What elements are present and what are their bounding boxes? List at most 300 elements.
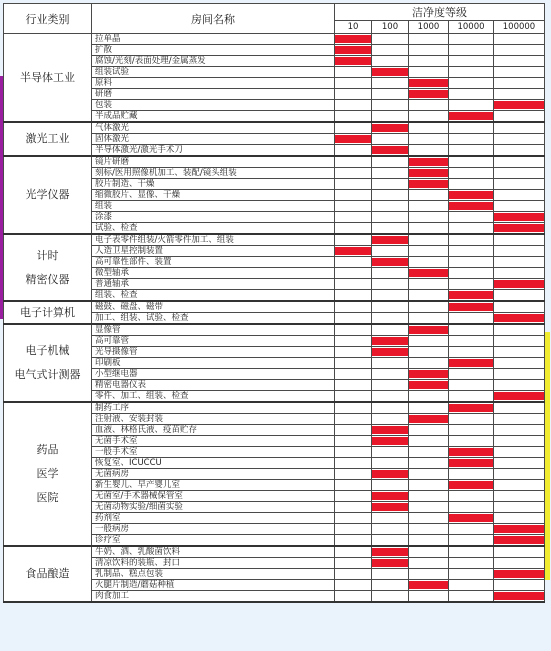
level-cell-100 [372, 67, 409, 78]
level-cell-100 [372, 56, 409, 67]
level-cell-10 [335, 111, 372, 123]
level-cell-100 [372, 580, 409, 591]
level-cell-10000 [449, 369, 494, 380]
level-cell-10000 [449, 301, 494, 313]
level-indicator-bar [494, 280, 544, 288]
room-name-cell: 高可靠性部件、装置 [92, 257, 335, 268]
level-cell-100000 [494, 569, 545, 580]
room-name-cell: 小型继电器 [92, 369, 335, 380]
room-name-cell: 半导体激光/激光手术刀 [92, 145, 335, 157]
level-cell-10000 [449, 324, 494, 336]
header-cleanliness: 洁净度等级 [335, 4, 545, 21]
level-cell-100 [372, 290, 409, 302]
level-indicator-bar [409, 90, 448, 98]
level-cell-10 [335, 324, 372, 336]
header-level-1000: 1000 [409, 21, 449, 34]
level-cell-1000 [409, 156, 449, 168]
level-indicator-bar [372, 470, 408, 478]
level-cell-100000 [494, 89, 545, 100]
category-label: 计时 精密仪器 [25, 248, 70, 286]
room-name-cell: 胶片制造、干燥 [92, 179, 335, 190]
category-label: 激光工业 [25, 132, 70, 145]
room-name-cell: 无菌室/手术器械保管室 [92, 491, 335, 502]
level-cell-100 [372, 369, 409, 380]
level-cell-100 [372, 380, 409, 391]
level-cell-10 [335, 436, 372, 447]
level-cell-1000 [409, 56, 449, 67]
level-cell-10 [335, 179, 372, 190]
level-cell-10 [335, 391, 372, 403]
level-cell-10 [335, 89, 372, 100]
level-cell-100000 [494, 190, 545, 201]
level-cell-100000 [494, 201, 545, 212]
level-indicator-bar [372, 236, 408, 244]
level-cell-100000 [494, 491, 545, 502]
room-name-cell: 显像管 [92, 324, 335, 336]
level-cell-1000 [409, 347, 449, 358]
level-cell-10000 [449, 447, 494, 458]
level-cell-100000 [494, 156, 545, 168]
level-cell-1000 [409, 591, 449, 603]
level-cell-100 [372, 569, 409, 580]
level-cell-100000 [494, 358, 545, 369]
level-cell-10 [335, 358, 372, 369]
level-cell-100000 [494, 425, 545, 436]
level-cell-100000 [494, 414, 545, 425]
room-name-cell: 光导摄像管 [92, 347, 335, 358]
level-cell-1000 [409, 502, 449, 513]
level-indicator-bar [409, 180, 448, 188]
level-cell-100 [372, 212, 409, 223]
level-cell-100000 [494, 268, 545, 279]
level-cell-1000 [409, 402, 449, 414]
level-indicator-bar [494, 314, 544, 322]
level-cell-1000 [409, 290, 449, 302]
level-cell-10000 [449, 569, 494, 580]
level-cell-10 [335, 56, 372, 67]
level-cell-10000 [449, 156, 494, 168]
level-indicator-bar [494, 101, 544, 109]
level-cell-10 [335, 246, 372, 257]
level-cell-100000 [494, 558, 545, 569]
level-indicator-bar [449, 202, 493, 210]
level-cell-10000 [449, 168, 494, 179]
level-indicator-bar [449, 481, 493, 489]
level-cell-1000 [409, 201, 449, 212]
level-cell-10 [335, 190, 372, 201]
level-cell-1000 [409, 580, 449, 591]
level-cell-1000 [409, 524, 449, 535]
room-name-cell: 加工、组装、试验、检查 [92, 313, 335, 325]
level-cell-1000 [409, 301, 449, 313]
level-indicator-bar [494, 392, 544, 400]
level-cell-100000 [494, 336, 545, 347]
level-cell-1000 [409, 78, 449, 89]
table-row [4, 324, 545, 336]
level-cell-1000 [409, 279, 449, 290]
level-indicator-bar [372, 337, 408, 345]
room-name-cell: 诊疗室 [92, 535, 335, 547]
level-cell-100 [372, 546, 409, 558]
level-cell-100 [372, 100, 409, 111]
level-cell-10000 [449, 223, 494, 235]
level-cell-100000 [494, 380, 545, 391]
level-cell-1000 [409, 168, 449, 179]
table-row [4, 156, 545, 168]
level-cell-10000 [449, 480, 494, 491]
level-cell-10 [335, 268, 372, 279]
level-cell-100 [372, 145, 409, 157]
level-cell-10 [335, 414, 372, 425]
category-cell [4, 122, 92, 156]
room-name-cell: 拉单晶 [92, 34, 335, 45]
level-cell-1000 [409, 67, 449, 78]
level-cell-10000 [449, 535, 494, 547]
level-indicator-bar [372, 437, 408, 445]
level-cell-100 [372, 190, 409, 201]
level-cell-10000 [449, 414, 494, 425]
cleanliness-table-container [3, 3, 545, 603]
level-cell-10000 [449, 491, 494, 502]
room-name-cell: 扩散 [92, 45, 335, 56]
level-cell-100000 [494, 111, 545, 123]
level-indicator-bar [494, 224, 544, 232]
level-cell-1000 [409, 145, 449, 157]
level-cell-100000 [494, 234, 545, 246]
level-cell-10 [335, 569, 372, 580]
level-cell-10 [335, 402, 372, 414]
level-cell-1000 [409, 436, 449, 447]
room-name-cell: 原料 [92, 78, 335, 89]
level-cell-1000 [409, 480, 449, 491]
level-cell-100 [372, 414, 409, 425]
category-cell [4, 402, 92, 546]
level-cell-1000 [409, 100, 449, 111]
level-cell-10000 [449, 546, 494, 558]
room-name-cell: 无菌动物实验/细菌实验 [92, 502, 335, 513]
level-indicator-bar [372, 68, 408, 76]
level-cell-10 [335, 34, 372, 45]
level-indicator-bar [372, 348, 408, 356]
level-indicator-bar [449, 303, 493, 311]
level-cell-10000 [449, 34, 494, 45]
level-cell-100 [372, 447, 409, 458]
level-cell-10000 [449, 257, 494, 268]
category-cell [4, 546, 92, 602]
level-cell-100000 [494, 580, 545, 591]
level-indicator-bar [449, 191, 493, 199]
level-cell-10000 [449, 591, 494, 603]
category-cell [4, 301, 92, 324]
level-cell-100 [372, 480, 409, 491]
level-cell-10000 [449, 402, 494, 414]
room-name-cell: 组装 [92, 201, 335, 212]
level-cell-10 [335, 301, 372, 313]
category-cell [4, 156, 92, 234]
level-cell-10 [335, 513, 372, 524]
level-cell-10000 [449, 469, 494, 480]
level-cell-100000 [494, 45, 545, 56]
level-cell-100 [372, 535, 409, 547]
level-cell-100 [372, 257, 409, 268]
level-cell-100 [372, 524, 409, 535]
level-cell-100000 [494, 257, 545, 268]
room-name-cell: 人造卫星控制装置 [92, 246, 335, 257]
level-cell-10 [335, 201, 372, 212]
level-cell-10000 [449, 290, 494, 302]
level-cell-100 [372, 324, 409, 336]
level-indicator-bar [372, 258, 408, 266]
level-cell-100 [372, 502, 409, 513]
level-cell-10 [335, 223, 372, 235]
level-cell-100000 [494, 347, 545, 358]
level-indicator-bar [335, 57, 371, 65]
level-indicator-bar [409, 79, 448, 87]
room-name-cell: 腐蚀/光刻/表面处理/金属蒸发 [92, 56, 335, 67]
level-cell-1000 [409, 358, 449, 369]
level-cell-10 [335, 425, 372, 436]
room-name-cell: 镜片研磨 [92, 156, 335, 168]
category-label: 电子计算机 [20, 305, 75, 319]
level-cell-1000 [409, 491, 449, 502]
category-label: 药品 医学 医院 [36, 443, 59, 504]
level-cell-100 [372, 168, 409, 179]
category-label: 光学仪器 [25, 188, 70, 201]
level-cell-1000 [409, 111, 449, 123]
level-cell-10000 [449, 502, 494, 513]
level-cell-100000 [494, 469, 545, 480]
level-cell-100000 [494, 369, 545, 380]
level-cell-10 [335, 591, 372, 603]
level-cell-10 [335, 524, 372, 535]
level-cell-100 [372, 425, 409, 436]
level-cell-100 [372, 268, 409, 279]
level-cell-100000 [494, 168, 545, 179]
level-indicator-bar [409, 381, 448, 389]
level-cell-1000 [409, 268, 449, 279]
level-cell-100 [372, 223, 409, 235]
level-cell-10 [335, 502, 372, 513]
table-row [4, 301, 545, 313]
level-cell-1000 [409, 546, 449, 558]
level-cell-100 [372, 34, 409, 45]
room-name-cell: 注射液、安装封装 [92, 414, 335, 425]
header-room: 房间名称 [92, 4, 335, 34]
level-cell-100000 [494, 513, 545, 524]
category-cell [4, 324, 92, 402]
category-label: 半导体工业 [20, 70, 75, 84]
level-cell-100 [372, 78, 409, 89]
level-cell-1000 [409, 257, 449, 268]
room-name-cell: 固体激光 [92, 134, 335, 145]
level-cell-10000 [449, 436, 494, 447]
room-name-cell: 半成品贮藏 [92, 111, 335, 123]
level-cell-10 [335, 458, 372, 469]
level-cell-1000 [409, 134, 449, 145]
level-cell-10 [335, 480, 372, 491]
level-cell-10000 [449, 234, 494, 246]
level-cell-10000 [449, 458, 494, 469]
level-indicator-bar [494, 536, 544, 544]
level-cell-10 [335, 134, 372, 145]
level-cell-1000 [409, 223, 449, 235]
level-cell-10 [335, 447, 372, 458]
level-cell-1000 [409, 324, 449, 336]
level-cell-1000 [409, 447, 449, 458]
level-cell-10 [335, 212, 372, 223]
room-name-cell: 制药工序 [92, 402, 335, 414]
level-cell-10000 [449, 347, 494, 358]
room-name-cell: 零件、加工、组装、检查 [92, 391, 335, 403]
level-cell-100 [372, 89, 409, 100]
level-cell-100000 [494, 279, 545, 290]
level-cell-10000 [449, 336, 494, 347]
level-cell-1000 [409, 336, 449, 347]
level-indicator-bar [449, 291, 493, 299]
level-cell-10000 [449, 380, 494, 391]
level-cell-100000 [494, 134, 545, 145]
level-cell-100 [372, 156, 409, 168]
level-cell-10000 [449, 246, 494, 257]
level-cell-1000 [409, 469, 449, 480]
room-name-cell: 无菌手术室 [92, 436, 335, 447]
room-name-cell: 牛奶、酒、乳酸菌饮料 [92, 546, 335, 558]
level-cell-10 [335, 145, 372, 157]
level-cell-10000 [449, 45, 494, 56]
level-cell-10 [335, 156, 372, 168]
level-indicator-bar [335, 135, 371, 143]
level-indicator-bar [494, 525, 544, 533]
level-cell-10000 [449, 358, 494, 369]
level-cell-10000 [449, 425, 494, 436]
level-cell-10 [335, 469, 372, 480]
level-cell-10 [335, 558, 372, 569]
level-indicator-bar [372, 124, 408, 132]
level-cell-10 [335, 313, 372, 325]
room-name-cell: 火腿片制造/蘑菇种植 [92, 580, 335, 591]
level-cell-10 [335, 580, 372, 591]
header-level-100: 100 [372, 21, 409, 34]
level-cell-10000 [449, 268, 494, 279]
level-indicator-bar [409, 169, 448, 177]
table-row [4, 402, 545, 414]
level-cell-10000 [449, 190, 494, 201]
level-cell-10 [335, 67, 372, 78]
level-cell-100 [372, 358, 409, 369]
level-cell-10 [335, 336, 372, 347]
level-cell-1000 [409, 513, 449, 524]
cleanliness-table [3, 3, 545, 603]
room-name-cell: 无菌病房 [92, 469, 335, 480]
level-cell-10 [335, 122, 372, 134]
level-cell-100000 [494, 546, 545, 558]
level-cell-100 [372, 513, 409, 524]
level-indicator-bar [449, 112, 493, 120]
room-name-cell: 一般手术室 [92, 447, 335, 458]
room-name-cell: 包装 [92, 100, 335, 111]
level-cell-10000 [449, 145, 494, 157]
level-cell-100 [372, 313, 409, 325]
room-name-cell: 普通轴承 [92, 279, 335, 290]
level-cell-1000 [409, 369, 449, 380]
level-indicator-bar [409, 158, 448, 166]
table-row [4, 34, 545, 45]
level-cell-100 [372, 491, 409, 502]
level-cell-100 [372, 347, 409, 358]
level-cell-1000 [409, 45, 449, 56]
table-row [4, 546, 545, 558]
room-name-cell: 新生婴儿、早产婴儿室 [92, 480, 335, 491]
level-cell-100000 [494, 480, 545, 491]
level-indicator-bar [494, 570, 544, 578]
level-indicator-bar [494, 592, 544, 600]
level-cell-1000 [409, 212, 449, 223]
level-indicator-bar [409, 415, 448, 423]
level-cell-100000 [494, 436, 545, 447]
level-indicator-bar [449, 459, 493, 467]
level-cell-10000 [449, 580, 494, 591]
level-indicator-bar [409, 326, 448, 334]
table-row [4, 234, 545, 246]
level-cell-100000 [494, 324, 545, 336]
level-cell-1000 [409, 313, 449, 325]
level-cell-100 [372, 134, 409, 145]
level-cell-1000 [409, 535, 449, 547]
room-name-cell: 电子表零件组装/火箭零件加工、组装 [92, 234, 335, 246]
room-name-cell: 血液、林格氏液、疫苗贮存 [92, 425, 335, 436]
category-cell [4, 234, 92, 301]
room-name-cell: 高可靠管 [92, 336, 335, 347]
room-name-cell: 微型轴承 [92, 268, 335, 279]
level-cell-100000 [494, 535, 545, 547]
level-cell-1000 [409, 246, 449, 257]
level-cell-1000 [409, 34, 449, 45]
level-cell-10000 [449, 279, 494, 290]
level-cell-1000 [409, 569, 449, 580]
level-cell-10000 [449, 212, 494, 223]
level-cell-100000 [494, 301, 545, 313]
level-cell-100 [372, 179, 409, 190]
level-cell-1000 [409, 391, 449, 403]
level-cell-10 [335, 491, 372, 502]
room-name-cell: 肉食加工 [92, 591, 335, 603]
level-cell-10000 [449, 100, 494, 111]
level-cell-10 [335, 546, 372, 558]
room-name-cell: 组装、检查 [92, 290, 335, 302]
level-indicator-bar [372, 426, 408, 434]
level-indicator-bar [449, 514, 493, 522]
level-cell-10000 [449, 111, 494, 123]
level-cell-100 [372, 436, 409, 447]
level-indicator-bar [372, 503, 408, 511]
level-indicator-bar [335, 247, 371, 255]
level-cell-10 [335, 535, 372, 547]
level-cell-1000 [409, 425, 449, 436]
level-cell-100000 [494, 34, 545, 45]
room-name-cell: 一般病房 [92, 524, 335, 535]
level-cell-1000 [409, 380, 449, 391]
room-name-cell: 研磨 [92, 89, 335, 100]
level-indicator-bar [449, 359, 493, 367]
level-indicator-bar [409, 269, 448, 277]
level-cell-10 [335, 168, 372, 179]
level-cell-10 [335, 369, 372, 380]
level-cell-10 [335, 78, 372, 89]
level-cell-100 [372, 111, 409, 123]
level-cell-100 [372, 336, 409, 347]
level-cell-100000 [494, 402, 545, 414]
level-cell-100000 [494, 290, 545, 302]
